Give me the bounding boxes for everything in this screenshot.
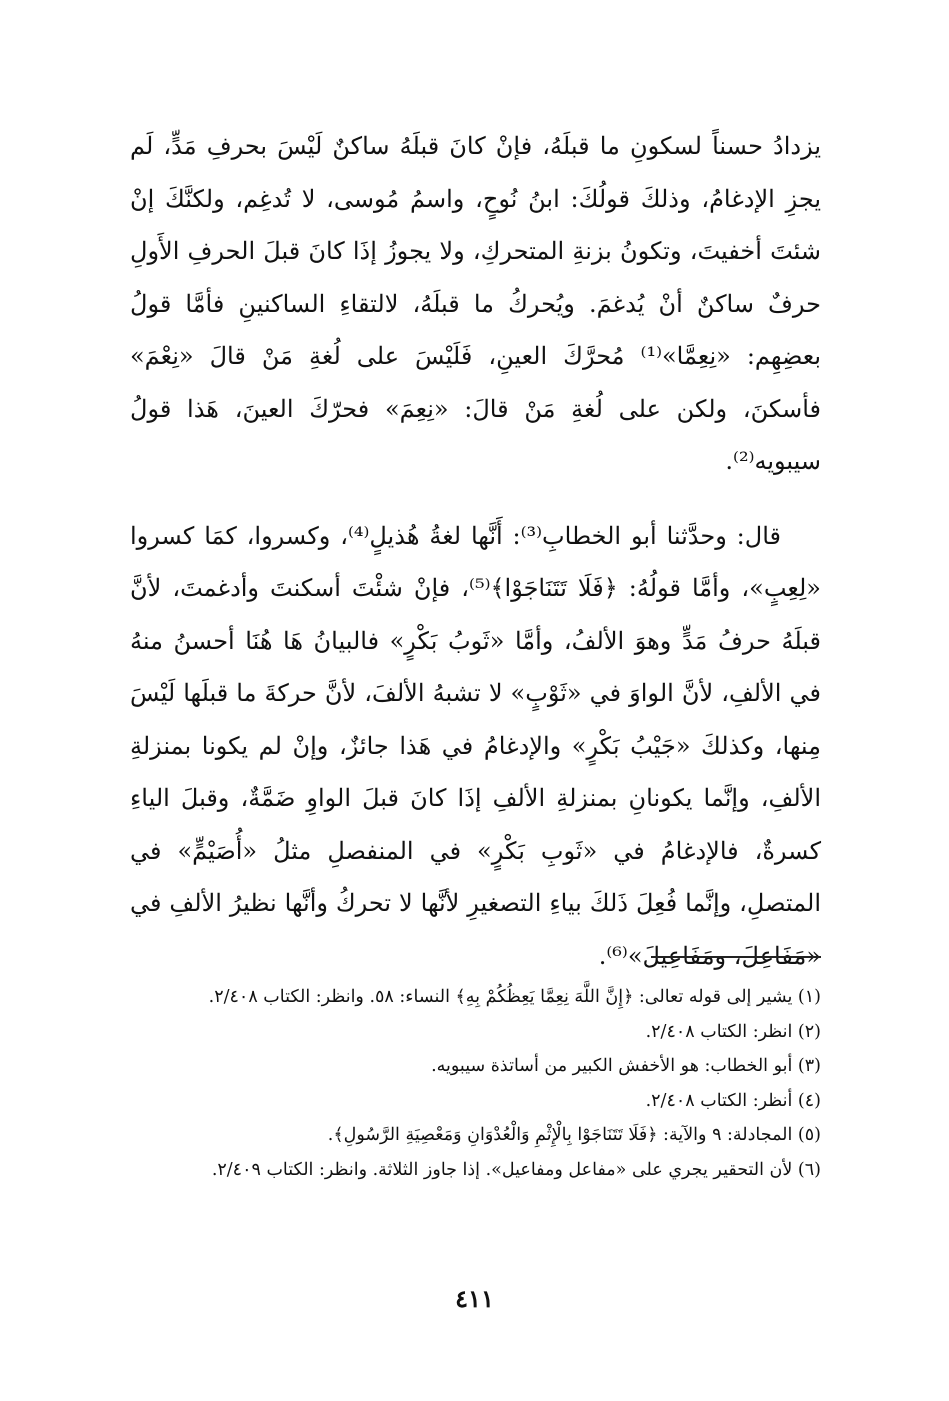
footnotes bbox=[130, 980, 821, 1187]
footnote-2: (٢) انظر: الكتاب ٢/٤٠٨. bbox=[645, 1021, 821, 1042]
footnote-3: (٣) أبو الخطاب: هو الأخفش الكبير من أساتذة سيبويه. bbox=[431, 1056, 821, 1076]
main-text bbox=[130, 120, 821, 982]
footnote-1: (١) يشير إلى قوله تعالى: ﴿إِنَّ اللَّهَ نِعِمَّا يَعِظُكُمْ بِهِ﴾ النساء: ٥٨. وانظر: الكتاب ٢/٤٠٨. bbox=[208, 987, 821, 1007]
footnote-5: (٥) المجادلة: ٩ والآية: ﴿فَلَا تَتَنَاجَوْا بِالْإِثْمِ وَالْعُدْوَانِ وَمَعْصِيَةِ الرَّسُولِ﴾. bbox=[327, 1125, 821, 1145]
body-paragraph-2: قال: وحدَّثنا أبو الخطابِ⁽³⁾: أَنَّها لغةُ هُذيلٍ⁽⁴⁾، وكسروا، كمَا كسروا «لِعِبٍ»، وأمَّا قولُهُ: ﴿فَلَا تَتَنَاجَوْا﴾⁽⁵⁾، فإنْ شئْتَ أسكنتَ وأدغمتَ، لأنَّ قبلَهُ حرفُ مَدٍّ وهوَ الألفُ، وأمَّا «ثَوبُ بَكْرٍ» فالبيانُ هَا هُنَا أحسنُ منهُ في الألفِ، لأنَّ الواوَ في «ثَوْبٍ» لا تشبهُ الألفَ، لأنَّ حركةَ ما قبلَها لَيْسَ مِنها، وكذلكَ «جَيْبُ بَكْرٍ» والإدغامُ في هَذا جائزٌ، وإنْ لم يكونا بمنزلةِ الألفِ، وإنَّما يكونانِ بمنزلةِ الألفِ إذَا كانَ قبلَ الواوِ ضَمَّةٌ، وقبلَ الياءِ كسرةٌ، فالإدغامُ في «ثَوبِ بَكْرٍ» في المنفصلِ مثلُ «أُصَيْمٍّ» في المتصلِ، وإنَّما فُعِلَ ذَلكَ بياءِ التصغيرِ لأنَّها لا تحركُ وأنَّها نظيرُ الألفِ في «مَفَاعِلَ، ومَفَاعِيلَ»⁽⁶⁾. bbox=[130, 521, 821, 970]
footnote-6: (٦) لأن التحقير يجري على «مفاعل ومفاعيل». إذا جاوز الثلاثة. وانظر: الكتاب ٢/٤٠٩. bbox=[211, 1159, 821, 1180]
footnote-4: (٤) أنظر: الكتاب ٢/٤٠٨. bbox=[645, 1090, 821, 1111]
body-paragraph-1: يزدادُ حسناً لسكونِ ما قبلَهُ، فإنْ كانَ قبلَهُ ساكنٌ لَيْسَ بحرفِ مَدٍّ، لَم يجزِ الإدغامُ، وذلكَ قولُكَ: ابنُ نُوحٍ، واسمُ مُوسى، لا تُدغِم، ولكنَّكَ إنْ شئتَ أخفيتَ، وتكونُ بزنةِ المتحركِ، ولا يجوزُ إذَا كانَ قبلَ الحرفِ الأَولِ حرفٌ ساكنٌ أنْ يُدغمَ. ويُحركُ ما قبلَهُ، لالتقاءِ الساكنينِ فأمَّا قولُ بعضِهِم: «نِعِمَّا»⁽¹⁾ مُحرَّكَ العينِ، فَلَيْسَ على لُغةِ مَنْ قالَ «نِعْمَ» فأسكنَ، ولكن على لُغةِ مَنْ قالَ: «نِعِمَ» فحرّكَ العينَ، هَذا قولُ سيبويه⁽²⁾. bbox=[130, 132, 822, 475]
footnote-separator bbox=[651, 956, 821, 958]
page-number: ٤١١ bbox=[455, 1284, 494, 1313]
